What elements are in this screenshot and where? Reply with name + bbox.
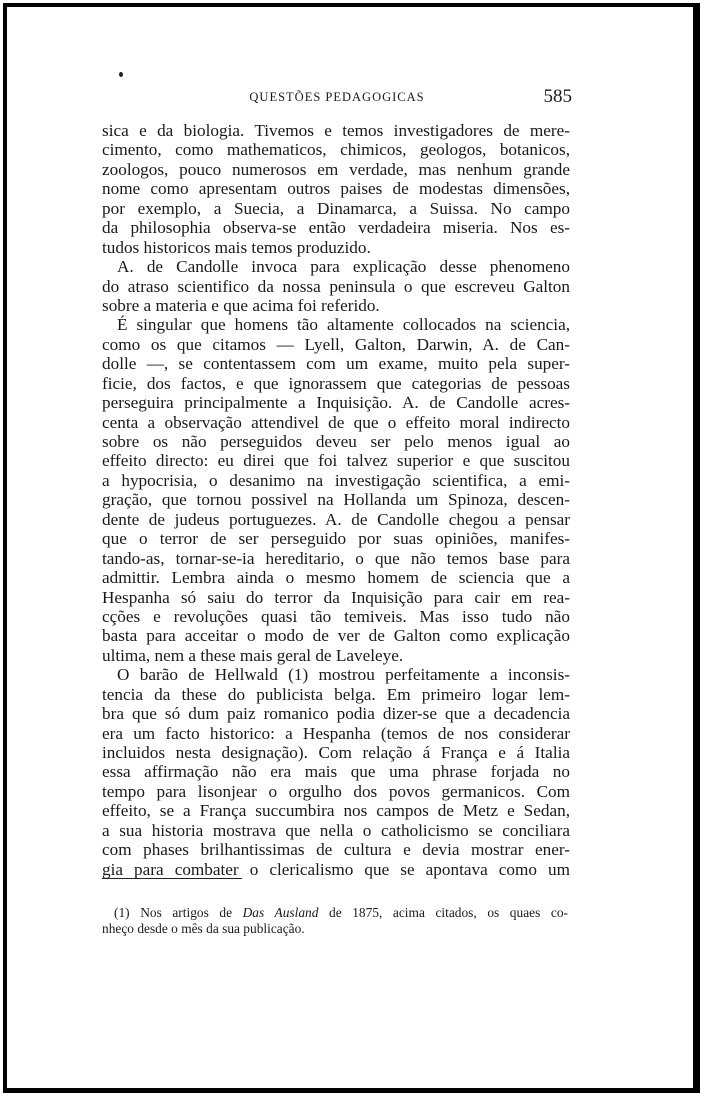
text-line: a hypocrisia, o desanimo na investigação scientifica, a emi- (102, 470, 570, 490)
footnote-text: de 1875, acima citados, os quaes co- (329, 905, 568, 920)
text-line: a sua historia mostrava que nella o catholicismo se conciliara (102, 820, 570, 840)
text-line: cimento, como mathematicos, chimicos, geologos, botanicos, (102, 140, 570, 160)
text-line: com phases brilhantissimas de cultura e devia mostrar ener- (102, 840, 570, 860)
footnote (102, 905, 568, 937)
text-line: O barão de Hellwald (1) mostrou perfeitamente a inconsis- (117, 665, 570, 685)
text-line: tencia da these do publicista belga. Em primeiro logar lem- (102, 684, 570, 704)
footnote-line: nheço desde o mês da sua publicação. (102, 921, 305, 936)
text-line: admittir. Lembra ainda o mesmo homem de sciencia que a (102, 568, 570, 588)
text-line: gração, que tornou possivel na Hollanda um Spinoza, descen- (102, 490, 570, 510)
text-line: que o terror de ser perseguido por suas opiniões, manifes- (102, 529, 570, 549)
text-line: gia para combater o clericalismo que se apontava como um (102, 859, 570, 879)
text-line: nome como apresentam outros paises de modestas dimensões, (102, 179, 570, 199)
text-line: cções e revoluções quasi tão temiveis. Mas isso tudo não (102, 606, 570, 626)
text-line: sobre a materia e que acima foi referido. (102, 295, 380, 315)
text-line: ultima, nem a these mais geral de Laveleye. (102, 645, 404, 665)
text-line: sica e da biologia. Tivemos e temos investigadores de mere- (102, 121, 570, 140)
text-line: zoologos, pouco numerosos em verdade, mas nenhum grande (102, 159, 570, 179)
text-line: ficie, dos factos, e que ignorassem que categorias de pessoas (102, 373, 570, 393)
text-line: da philosophia observa-se então verdadeira miseria. Nos es- (102, 218, 570, 238)
page-number: 585 (543, 86, 572, 107)
page-header (104, 86, 570, 110)
text-line: bra que só dum paiz romanico podia dizer-se que a decadencia (102, 704, 570, 724)
footnote-work-title: Das Ausland (242, 905, 319, 920)
text-line: Hespanha só saiu do terror da Inquisição para cair em rea- (102, 587, 570, 607)
ink-speck (119, 72, 123, 77)
footnote-rule (102, 878, 242, 879)
text-line: tempo para lisonjear o orgulho dos povos germanicos. Com (102, 781, 570, 801)
footnote-line (102, 905, 568, 921)
text-line: essa affirmação não era mais que uma phrase forjada no (102, 762, 570, 782)
text-line: por exemplo, a Suecia, a Dinamarca, a Suissa. No campo (102, 198, 570, 218)
text-line: basta para acceitar o modo de ver de Galton como explicação (102, 626, 570, 646)
text-line: A. de Candolle invoca para explicação desse phenomeno (117, 257, 570, 277)
text-line: tando-as, tornar-se-ia hereditario, o que não temos base para (102, 548, 570, 568)
footnote-text: Nos artigos de (140, 905, 233, 920)
running-title: QUESTÕES PEDAGOGICAS (249, 90, 425, 104)
text-line: era um facto historico: a Hespanha (temos de nos considerar (102, 723, 570, 743)
text-line: do atraso scientifico da nossa peninsula o que escreveu Galton (102, 276, 570, 296)
text-line: dente de judeus portuguezes. A. de Candolle chegou a pensar (102, 509, 570, 529)
text-line: effeito directo: eu direi que foi talvez superior e que suscitou (102, 451, 570, 471)
footnote-marker: (1) (114, 905, 130, 920)
text-line: perseguira principalmente a Inquisição. A. de Candolle acres- (102, 393, 570, 413)
text-line: sobre os não perseguidos deveu ser pelo menos igual ao (102, 432, 570, 451)
text-line: centa a observação attendivel de que o effeito moral indirecto (102, 412, 570, 432)
text-line: como os que citamos — Lyell, Galton, Darwin, A. de Can- (102, 334, 570, 354)
text-line: dolle —, se contentassem com um exame, muito pela super- (102, 354, 570, 374)
text-line: incluidos nesta designação). Com relação á França e á Italia (102, 743, 570, 762)
text-line: effeito, se a França succumbira nos campos de Metz e Sedan, (102, 801, 570, 821)
text-line: É singular que homens tão altamente collocados na sciencia, (117, 315, 570, 335)
text-line: tudos historicos mais temos produzido. (102, 237, 371, 257)
body-text (102, 121, 570, 879)
